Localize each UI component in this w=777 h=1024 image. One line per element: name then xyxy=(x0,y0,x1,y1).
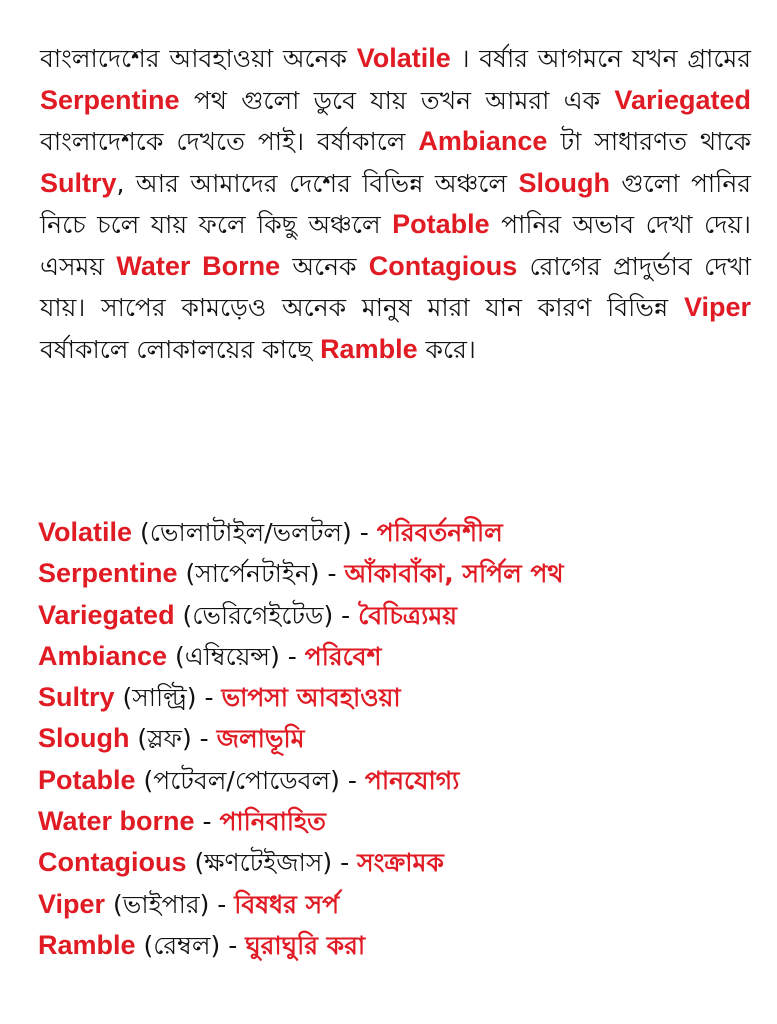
separator-dash: - xyxy=(194,807,220,837)
highlighted-word: Slough xyxy=(518,167,610,198)
vocabulary-row xyxy=(38,718,753,759)
paragraph-text: পথ গুলো ডুবে যায় তখন আমরা এক xyxy=(179,85,615,115)
bangla-meaning: পরিবর্তনশীল xyxy=(376,518,503,547)
vocabulary-term: Potable xyxy=(38,764,136,795)
highlighted-word: Ramble xyxy=(320,333,418,364)
bangla-meaning: পানিবাহিত xyxy=(219,807,326,837)
paragraph-text: পানির অভাব দেখা দেয়। এসময় xyxy=(40,210,751,281)
paragraph-text: অনেক xyxy=(280,251,369,281)
paragraph-text: বাংলাদেশের আবহাওয়া অনেক xyxy=(40,44,357,73)
separator-dash: - xyxy=(279,641,305,671)
vocabulary-list xyxy=(38,512,753,966)
vocabulary-row xyxy=(38,842,753,883)
highlighted-word: Contagious xyxy=(368,250,518,281)
separator-dash: - xyxy=(351,518,377,547)
vocabulary-row xyxy=(38,636,753,677)
pronunciation: (সার্পেনটাইন) xyxy=(177,559,320,589)
bangla-meaning: বিষধর সর্প xyxy=(234,889,340,919)
highlighted-word: Sultry xyxy=(40,167,117,198)
vocabulary-term: Water borne xyxy=(38,806,195,837)
vocabulary-row xyxy=(38,553,753,594)
vocabulary-term: Serpentine xyxy=(38,558,178,589)
vocabulary-row xyxy=(38,677,753,718)
paragraph-text: বর্ষাকালে লোকালয়ের কাছে xyxy=(40,334,321,364)
paragraph-text: করে। xyxy=(417,334,476,364)
vocabulary-term: Slough xyxy=(38,723,130,754)
paragraph-text: গুলো পানির নিচে চলে যায় ফলে কিছু অঞ্চলে xyxy=(40,168,751,239)
bangla-meaning: পানযোগ্য xyxy=(364,765,460,795)
highlighted-word: Viper xyxy=(683,292,751,322)
vocabulary-term: Variegated xyxy=(38,599,175,630)
pronunciation: (ভেরিগেইটেড) xyxy=(174,600,334,630)
separator-dash: - xyxy=(332,848,358,878)
separator-dash: - xyxy=(196,683,222,713)
vocabulary-row xyxy=(38,760,753,801)
paragraph-text: , আর আমাদের দেশের বিভিন্ন অঞ্চলে xyxy=(116,168,519,198)
separator-dash: - xyxy=(333,600,359,630)
vocabulary-term: Ambiance xyxy=(38,640,168,671)
paragraph-text: বাংলাদেশকে দেখতে পাই। বর্ষাকালে xyxy=(40,127,419,156)
pronunciation: (ভাইপার) xyxy=(105,889,210,919)
pronunciation: (পটেবল/পোডেবল) xyxy=(135,765,340,795)
highlighted-word: Water Borne xyxy=(116,250,281,281)
bangla-meaning: ঘুরাঘুরি করা xyxy=(245,930,366,960)
paragraph-text: টা সাধারণত থাকে xyxy=(547,127,752,156)
pronunciation: (স্লফ) xyxy=(129,724,192,754)
bangla-meaning: ভাপসা আবহাওয়া xyxy=(221,683,401,713)
paragraph-text: রোগের প্রাদুর্ভাব দেখা যায়। সাপের কামড়েও অনেক মানুষ মারা যান কারণ বিভিন্ন xyxy=(40,251,751,322)
bangla-meaning: জলাভূমি xyxy=(216,724,305,754)
vocabulary-term: Contagious xyxy=(38,847,187,878)
pronunciation: (রেম্বল) xyxy=(135,930,221,960)
story-paragraph xyxy=(40,38,751,370)
separator-dash: - xyxy=(220,930,246,960)
vocabulary-row xyxy=(38,512,753,553)
separator-dash: - xyxy=(319,559,345,589)
separator-dash: - xyxy=(209,889,235,919)
separator-dash: - xyxy=(339,765,365,795)
vocabulary-term: Viper xyxy=(38,888,106,919)
highlighted-word: Volatile xyxy=(356,43,451,73)
pronunciation: (সাল্ট্রি) xyxy=(114,683,197,713)
pronunciation: (ভোলাটাইল/ভলটল) xyxy=(132,518,352,547)
highlighted-word: Variegated xyxy=(614,84,751,115)
bangla-meaning: আঁকাবাঁকা, সর্পিল পথ xyxy=(344,559,564,589)
bangla-meaning: সংক্রামক xyxy=(357,848,444,878)
vocabulary-term: Volatile xyxy=(38,517,133,547)
paragraph-text: । বর্ষার আগমনে যখন গ্রামের xyxy=(450,44,752,73)
bangla-meaning: বৈচিত্র্যময় xyxy=(358,600,458,630)
highlighted-word: Potable xyxy=(392,209,490,239)
highlighted-word: Serpentine xyxy=(40,84,180,115)
highlighted-word: Ambiance xyxy=(418,126,548,156)
bangla-meaning: পরিবেশ xyxy=(304,641,382,671)
separator-dash: - xyxy=(191,724,217,754)
pronunciation: (ক্ষণটেইজাস) xyxy=(186,848,333,878)
vocabulary-row xyxy=(38,595,753,636)
vocabulary-row xyxy=(38,925,753,966)
pronunciation: (এম্বিয়েন্স) xyxy=(167,641,280,671)
vocabulary-term: Ramble xyxy=(38,929,136,960)
vocabulary-row xyxy=(38,801,753,842)
vocabulary-row xyxy=(38,884,753,925)
vocabulary-term: Sultry xyxy=(38,682,115,713)
